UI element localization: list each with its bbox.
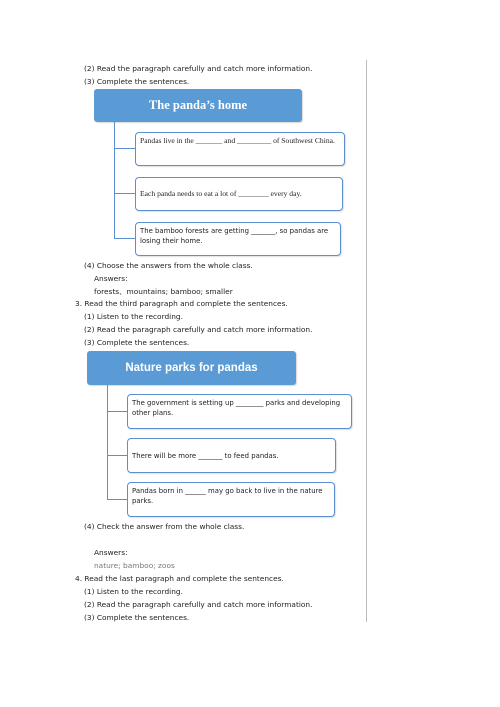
diagram2-tree-branch — [107, 499, 128, 500]
diagram1-tree-branch — [114, 148, 136, 149]
section-heading: 3. Read the third paragraph and complete the sentences. — [75, 299, 288, 308]
section-heading: 4. Read the last paragraph and complete the sentences. — [75, 574, 284, 583]
text-line: (4) Check the answer from the whole class. — [84, 522, 245, 531]
text-line: (3) Complete the sentences. — [84, 338, 190, 347]
diagram2-tree-trunk — [107, 385, 108, 499]
page-margin-rule — [366, 60, 367, 622]
text-line: (3) Complete the sentences. — [84, 613, 190, 622]
answers-text: nature; bamboo; zoos — [94, 561, 175, 570]
diagram1-sentence-box-2: Each panda needs to eat a lot of ________ every day. — [135, 177, 343, 211]
diagram1-title-banner: The panda’s home — [94, 89, 302, 122]
diagram2-tree-branch — [107, 455, 128, 456]
diagram1-sentence-box-1: Pandas live in the _______ and _________ of Southwest China. — [135, 132, 345, 166]
text-line: (1) Listen to the recording. — [84, 587, 183, 596]
answers-text: forests、mountains; bamboo; smaller — [94, 287, 233, 296]
answers-label: Answers: — [94, 548, 128, 557]
text-line: (4) Choose the answers from the whole class. — [84, 261, 253, 270]
diagram2-sentence-box-2: There will be more _______ to feed pandas. — [127, 438, 336, 473]
diagram2-sentence-box-1: The government is setting up ________ parks and developing other plans. — [127, 394, 352, 429]
answers-label: Answers: — [94, 274, 128, 283]
diagram1-tree-branch — [114, 238, 136, 239]
text-line: (2) Read the paragraph carefully and catch more information. — [84, 325, 313, 334]
text-line: (1) Listen to the recording. — [84, 312, 183, 321]
diagram1-tree-trunk — [114, 122, 115, 238]
diagram2-tree-branch — [107, 411, 128, 412]
diagram2-title-banner: Nature parks for pandas — [87, 351, 296, 385]
diagram1-tree-branch — [114, 193, 136, 194]
diagram2-sentence-box-3: Pandas born in ______ may go back to live in the nature parks. — [127, 482, 335, 517]
text-line: (2) Read the paragraph carefully and catch more information. — [84, 600, 313, 609]
text-line: (3) Complete the sentences. — [84, 77, 190, 86]
text-line: (2) Read the paragraph carefully and catch more information. — [84, 64, 313, 73]
diagram1-sentence-box-3: The bamboo forests are getting _______, so pandas are losing their home. — [135, 222, 341, 256]
